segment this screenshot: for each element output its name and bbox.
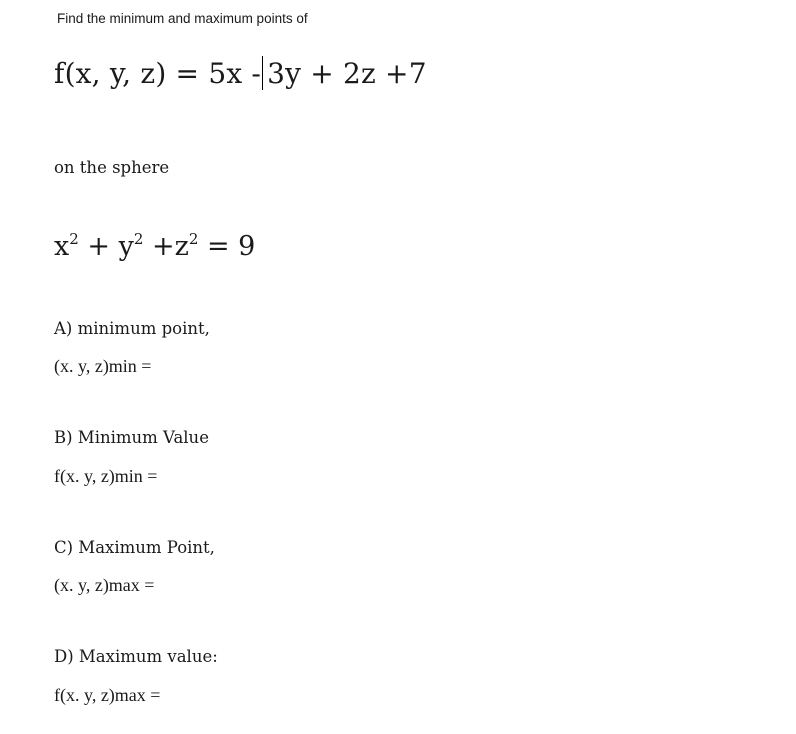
question-a-label: A) minimum point, xyxy=(54,319,210,338)
sphere-z: +z xyxy=(151,231,189,262)
sphere-rhs: = 9 xyxy=(198,231,256,262)
question-d-label: D) Maximum value: xyxy=(54,647,218,666)
problem-intro: Find the minimum and maximum points of xyxy=(57,11,308,26)
sphere-y: + y xyxy=(87,231,134,262)
constraint-label: on the sphere xyxy=(54,158,170,177)
sphere-y-exponent: 2 xyxy=(133,230,144,248)
question-b-label: B) Minimum Value xyxy=(54,428,209,447)
question-a-answer-field: (x. y, z)min = xyxy=(54,356,152,376)
text-cursor xyxy=(262,56,263,90)
sphere-z-exponent: 2 xyxy=(188,230,199,248)
question-b-answer-field: f(x. y, z)min = xyxy=(54,466,158,486)
question-d-answer-field: f(x. y, z)max = xyxy=(54,685,161,705)
function-right: 3y + 2z +7 xyxy=(267,57,427,90)
function-left: f(x, y, z) = 5x - xyxy=(54,57,262,90)
function-equation xyxy=(54,56,427,90)
question-c-answer-field: (x. y, z)max = xyxy=(54,575,155,595)
sphere-x: x xyxy=(54,231,70,262)
sphere-x-exponent: 2 xyxy=(69,230,79,248)
question-c-label: C) Maximum Point, xyxy=(54,538,215,557)
sphere-equation xyxy=(54,230,256,262)
